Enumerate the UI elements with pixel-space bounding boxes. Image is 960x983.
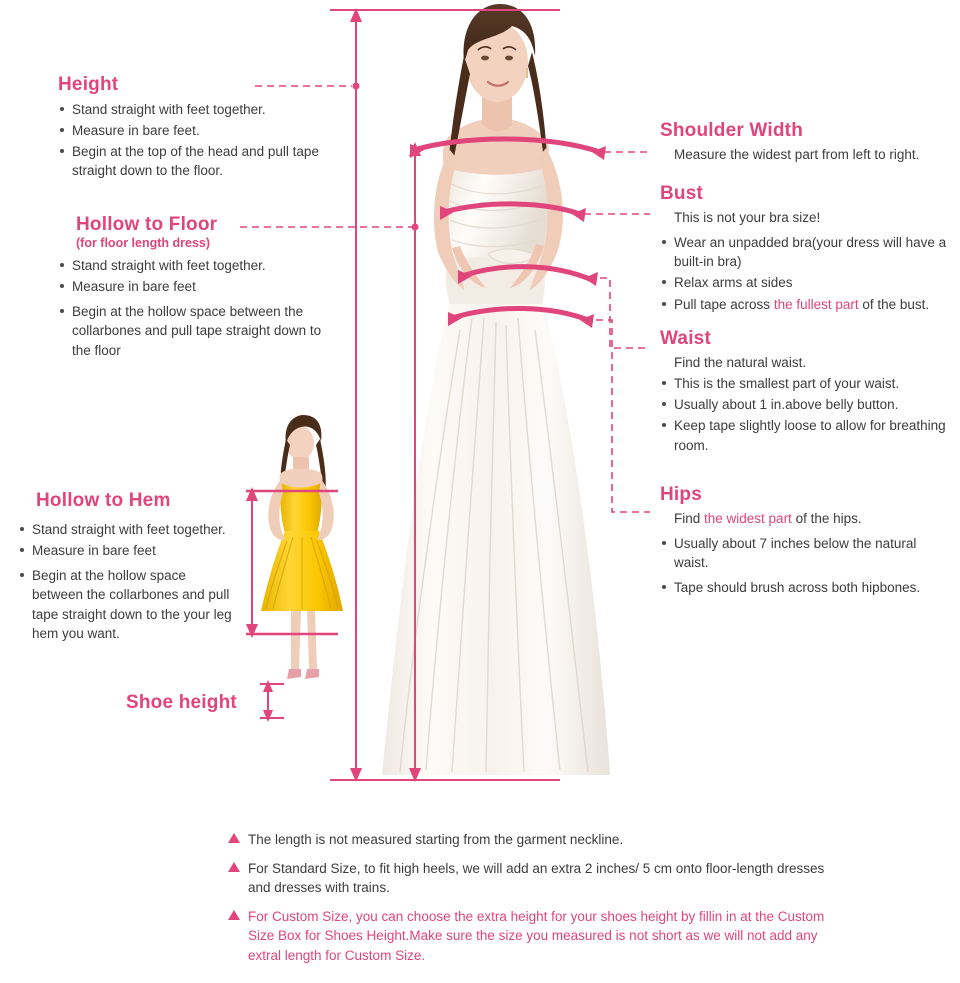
list-item: Begin at the hollow space between the collarbones and pull tape straight down to the floor [58,302,338,359]
bust-label: Bust [660,183,704,204]
hips-bullets [660,509,950,598]
list-item: This is not your bra size! [674,210,821,225]
bust-bullets [660,208,950,314]
list-item: This is the smallest part of your waist. [660,374,950,393]
hollow-to-hem-bullets [18,520,236,643]
note-1 [228,830,828,850]
list-item: Usually about 1 in.above belly button. [660,395,950,414]
note-2-text: For Standard Size, to fit high heels, we will add an extra 2 inches/ 5 cm onto floor-length dresses and dresses with trains. [248,860,825,896]
list-item-highlighted [660,509,950,528]
hollow-to-floor-section [58,214,338,362]
list-item: Tape should brush across both hipbones. [660,578,950,597]
bust-pull-highlight: the fullest part [773,296,859,312]
waist-section [660,328,950,457]
list-item: Begin at the hollow space between the collarbones and pull tape straight down to the your leg hem you want. [18,566,236,643]
list-item: Keep tape slightly loose to allow for breathing room. [660,416,950,454]
height-label: Height [58,74,119,95]
hips-label: Hips [660,484,702,505]
note-2 [228,859,828,898]
list-item: Stand straight with feet together. [18,520,236,539]
note-3 [228,907,828,966]
list-item: Measure in bare feet [58,277,338,296]
triangle-bullet-icon [228,910,240,920]
waist-label: Waist [660,328,711,349]
hips-section [660,484,950,600]
list-item: Measure the widest part from left to right. [674,147,920,162]
bust-pull-pre: Pull tape across [674,296,774,312]
list-item: Find the natural waist. [674,355,807,370]
list-item: Usually about 7 inches below the natural waist. [660,534,950,572]
hips-find-pre: Find [674,511,705,526]
list-item: Wear an unpadded bra(your dress will have a built-in bra) [660,233,950,271]
bust-section [660,183,950,316]
note-1-text: The length is not measured starting from the garment neckline. [248,832,624,847]
list-item: Measure in bare feet [18,541,236,560]
hollow-to-hem-label: Hollow to Hem [36,490,171,511]
list-item: Relax arms at sides [660,273,950,292]
shoulder-width-section [660,120,950,166]
shoulder-width-label: Shoulder Width [660,120,803,141]
footer-notes [228,830,828,974]
triangle-bullet-icon [228,862,240,872]
hollow-to-floor-sublabel: (for floor length dress) [76,236,211,250]
note-3-text: For Custom Size, you can choose the extra height for your shoes height by fillin in at the Custom Size Box for Shoes Height.Make sure the size you measured is not short as we will not add any extral length for Custom Size. [248,908,825,963]
hollow-to-floor-label: Hollow to Floor [76,214,218,235]
hollow-to-floor-bullets [58,256,338,360]
waist-bullets [660,353,950,455]
bust-pull-post: of the bust. [858,296,930,312]
list-item: Stand straight with feet together. [58,100,328,119]
shoulder-width-bullets [660,145,950,164]
list-item: Begin at the top of the head and pull tape straight down to the floor. [58,142,328,180]
shoe-height-label: Shoe height [126,692,237,713]
list-item: Stand straight with feet together. [58,256,338,275]
triangle-bullet-icon [228,833,240,843]
height-bullets [58,100,328,181]
shoe-height-section [126,692,237,714]
hips-find-highlight: the widest part [704,511,792,526]
hollow-to-hem-section [18,490,236,645]
list-item: Measure in bare feet. [58,121,328,140]
height-section [58,74,328,183]
list-item-highlighted [660,295,950,314]
hips-find-post: of the hips. [791,511,862,526]
